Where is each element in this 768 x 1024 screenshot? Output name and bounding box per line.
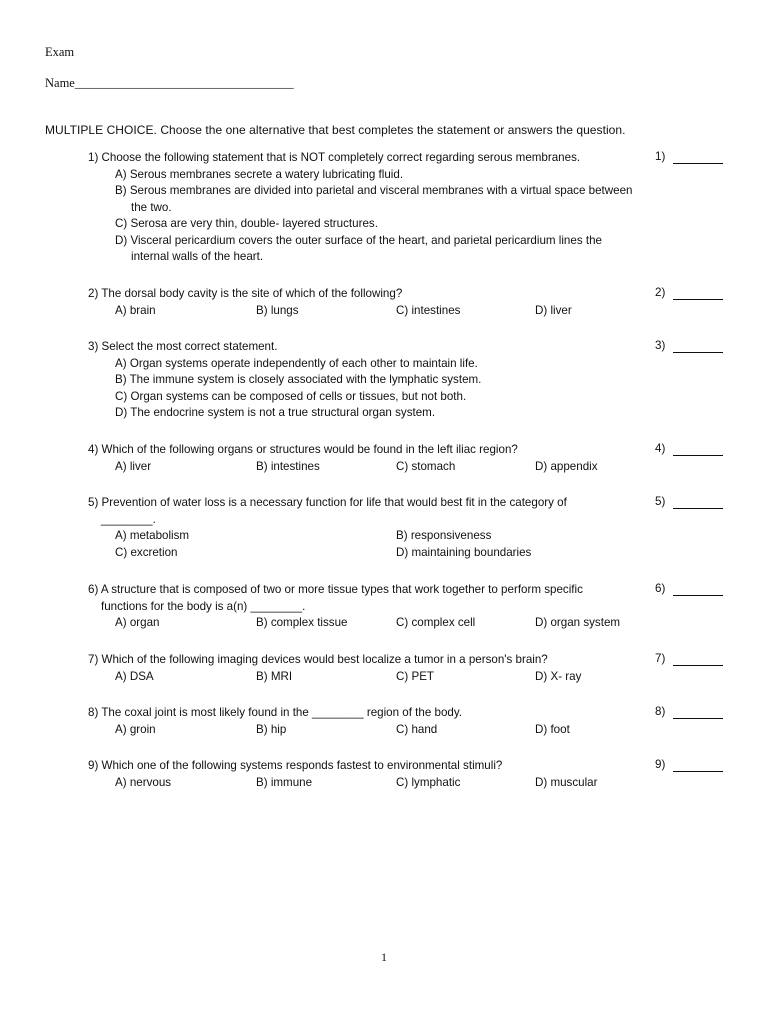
option-d: D) muscular xyxy=(535,775,598,789)
question-text: 9) Which one of the following systems responds fastest to environmental stimuli? xyxy=(88,759,503,772)
answer-blank[interactable] xyxy=(673,718,723,719)
option-b: B) hip xyxy=(256,722,287,736)
option-d: D) The endocrine system is not a true structural organ system. xyxy=(115,406,436,419)
option-c: C) complex cell xyxy=(396,616,476,629)
option-c: C) Serosa are very thin, double- layered structures. xyxy=(115,217,378,230)
option-c: C) PET xyxy=(396,669,435,683)
answer-number: 9) xyxy=(655,758,666,771)
answer-number: 1) xyxy=(655,150,666,163)
option-b: B) lungs xyxy=(256,303,299,317)
option-d: D) Visceral pericardium covers the outer surface of the heart, and parietal pericardium lines the internal walls of the heart. xyxy=(115,233,602,263)
question-7 xyxy=(88,652,728,685)
option-b: B) Serous membranes are divided into parietal and visceral membranes with a virtual space between the two. xyxy=(115,184,633,214)
answer-number: 8) xyxy=(655,705,666,718)
option-a: A) Organ systems operate independently of each other to maintain life. xyxy=(115,356,478,370)
option-b: B) immune xyxy=(256,775,313,789)
option-b: B) The immune system is closely associated with the lymphatic system. xyxy=(115,373,482,386)
option-d: D) X- ray xyxy=(535,669,582,683)
question-text-continued: functions for the body is a(n) ________. xyxy=(101,599,306,613)
option-d: D) maintaining boundaries xyxy=(396,545,532,559)
option-a: A) nervous xyxy=(115,775,172,789)
exam-title: Exam xyxy=(45,45,75,59)
name-line: Name___________________________________ xyxy=(45,76,294,90)
option-c: C) excretion xyxy=(115,545,178,559)
question-4 xyxy=(88,442,728,475)
option-b: B) intestines xyxy=(256,459,320,473)
question-text: 2) The dorsal body cavity is the site of which of the following? xyxy=(88,287,403,300)
page-number: 1 xyxy=(381,950,387,964)
instructions: MULTIPLE CHOICE. Choose the one alternative that best completes the statement or answers the question. xyxy=(45,123,626,137)
question-8 xyxy=(88,705,728,738)
question-6 xyxy=(88,582,728,632)
option-a: A) groin xyxy=(115,722,156,736)
option-d: D) organ system xyxy=(535,616,621,629)
question-text: 4) Which of the following organs or structures would be found in the left iliac region? xyxy=(88,443,518,456)
option-a: A) liver xyxy=(115,459,152,473)
question-text: 1) Choose the following statement that is NOT completely correct regarding serous membranes. xyxy=(88,151,581,164)
option-b: B) complex tissue xyxy=(256,616,348,629)
answer-number: 5) xyxy=(655,495,666,508)
option-d: D) appendix xyxy=(535,459,598,473)
question-text: 6) A structure that is composed of two or more tissue types that work together to perform specific xyxy=(88,583,583,596)
option-c: C) lymphatic xyxy=(396,775,461,789)
option-c: C) stomach xyxy=(396,459,456,473)
answer-number: 4) xyxy=(655,442,666,455)
option-c: C) hand xyxy=(396,722,438,736)
option-b: B) responsiveness xyxy=(396,529,492,542)
question-1 xyxy=(88,150,728,266)
question-9 xyxy=(88,758,728,791)
answer-blank[interactable] xyxy=(673,455,723,456)
answer-blank[interactable] xyxy=(673,163,723,164)
option-a: A) DSA xyxy=(115,669,154,683)
answer-blank[interactable] xyxy=(673,299,723,300)
answer-number: 3) xyxy=(655,339,666,352)
option-a: A) metabolism xyxy=(115,529,190,542)
question-text: 8) The coxal joint is most likely found in the ________ region of the body. xyxy=(88,706,463,719)
answer-blank[interactable] xyxy=(673,771,723,772)
option-a: A) brain xyxy=(115,303,156,317)
option-a: A) Serous membranes secrete a watery lubricating fluid. xyxy=(115,167,404,181)
option-d: D) liver xyxy=(535,303,572,317)
question-3 xyxy=(88,339,728,422)
question-text: 5) Prevention of water loss is a necessary function for life that would best fit in the category of xyxy=(88,496,567,509)
option-b: B) MRI xyxy=(256,669,293,683)
option-c: C) Organ systems can be composed of cells or tissues, but not both. xyxy=(115,389,467,403)
question-5 xyxy=(88,495,728,561)
answer-blank[interactable] xyxy=(673,595,723,596)
answer-blank[interactable] xyxy=(673,352,723,353)
question-2 xyxy=(88,286,728,319)
option-a: A) organ xyxy=(115,616,160,629)
question-text: 3) Select the most correct statement. xyxy=(88,340,278,353)
answer-number: 2) xyxy=(655,286,666,299)
question-text-continued: ________. xyxy=(101,512,156,526)
question-text: 7) Which of the following imaging devices would best localize a tumor in a person's brain? xyxy=(88,653,548,666)
answer-blank[interactable] xyxy=(673,665,723,666)
option-d: D) foot xyxy=(535,722,570,736)
answer-number: 6) xyxy=(655,582,666,595)
answer-blank[interactable] xyxy=(673,508,723,509)
option-c: C) intestines xyxy=(396,303,461,317)
answer-number: 7) xyxy=(655,652,666,665)
